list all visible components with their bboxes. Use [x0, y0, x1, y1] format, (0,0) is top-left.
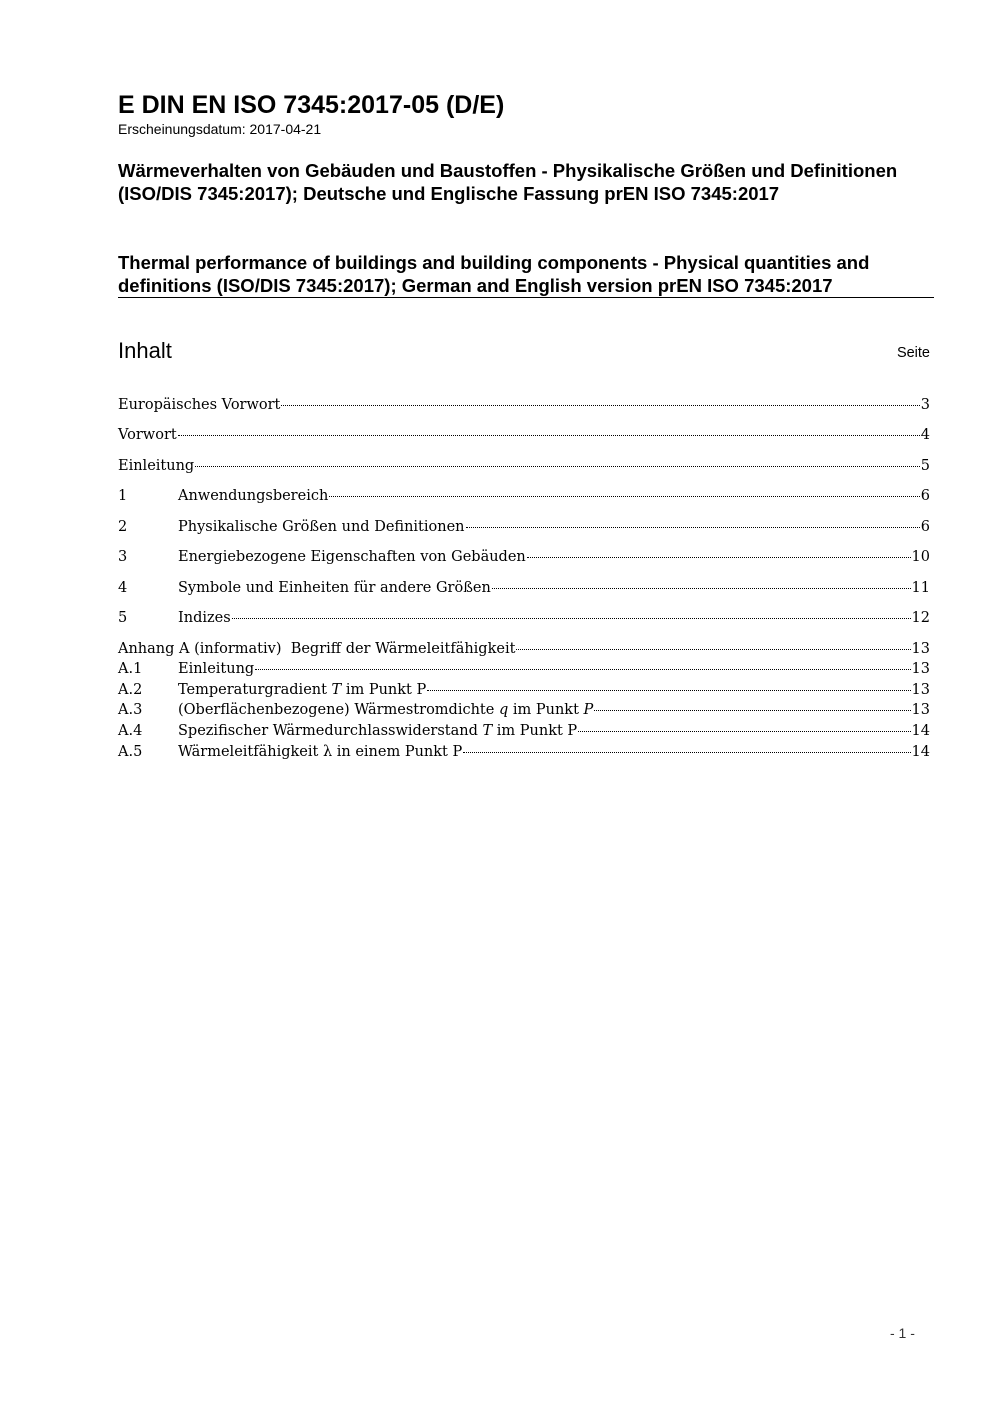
toc-dot-leader: [463, 752, 910, 753]
toc-entry-label: Vorwort: [118, 427, 177, 443]
toc-entry-number: 4: [118, 580, 128, 596]
toc-entry-label-text: im Punkt: [508, 702, 584, 718]
toc-entry-label: [178, 680, 426, 700]
toc-entry-einleitung[interactable]: [118, 456, 930, 476]
toc-entry-symbol: P: [583, 702, 594, 718]
toc-entry-label: Symbole und Einheiten für andere Größen: [178, 580, 491, 596]
toc-entry-page: 11: [911, 580, 930, 596]
toc-entry-label-text: im Punkt P: [341, 682, 427, 698]
toc-dot-leader: [281, 405, 919, 406]
toc-entry-a4[interactable]: [118, 721, 930, 741]
toc-entry-annex-a[interactable]: [118, 639, 930, 659]
toc-entry-label: Wärmeleitfähigkeit λ in einem Punkt P: [178, 744, 463, 760]
toc-entry-label: Energiebezogene Eigenschaften von Gebäuden: [178, 549, 526, 565]
toc-entry-page: 14: [911, 744, 930, 760]
page-number: - 1 -: [890, 1325, 915, 1341]
toc-entry-page: 13: [911, 702, 930, 718]
toc-entry-a5[interactable]: [118, 742, 930, 762]
toc-entry-page: 13: [911, 682, 930, 698]
toc-entry-a1[interactable]: [118, 659, 930, 679]
toc-entry-symbol: q: [498, 702, 509, 718]
toc-entry-page: 10: [911, 549, 930, 565]
toc-entry-page: 6: [920, 488, 930, 504]
toc-dot-leader: [427, 690, 910, 691]
title-german: Wärmeverhalten von Gebäuden und Baustoffen - Physikalische Größen und Definitionen (ISO/DIS 7345:2017); Deutsche und Englische Fassung prEN ISO 7345:2017: [118, 160, 898, 204]
toc-dot-leader: [578, 731, 910, 732]
toc-entry-label: [178, 721, 577, 741]
toc-entry-clause-1[interactable]: [118, 486, 930, 506]
toc-entry-page: 5: [920, 458, 930, 474]
toc-dot-leader: [178, 435, 920, 436]
toc-dot-leader: [492, 588, 911, 589]
toc-entry-page: 6: [920, 519, 930, 535]
toc-dot-leader: [594, 710, 910, 711]
toc-entry-label-text: (Oberflächenbezogene) Wärmestromdichte: [178, 702, 499, 718]
toc-entry-a3[interactable]: [118, 700, 930, 720]
title-english: Thermal performance of buildings and building components - Physical quantities and definitions (ISO/DIS 7345:2017); German and English version prEN ISO 7345:2017: [118, 252, 870, 296]
toc-entry-page: 13: [911, 641, 930, 657]
toc-entry-vorwort[interactable]: [118, 425, 930, 445]
toc-dot-leader: [527, 557, 911, 558]
toc-entry-number: 2: [118, 519, 128, 535]
toc-entry-page: 14: [911, 723, 930, 739]
toc-entry-clause-3[interactable]: [118, 547, 930, 567]
toc-entry-europaeisches-vorwort[interactable]: [118, 395, 930, 415]
toc-entry-label: [178, 700, 593, 720]
toc-entry-page: 3: [920, 397, 930, 413]
toc-entry-symbol: T: [331, 682, 342, 698]
toc-entry-label: Anhang A (informativ) Begriff der Wärmeleitfähigkeit: [118, 641, 516, 657]
toc-entry-number: A.4: [118, 723, 143, 739]
toc-entry-number: 5: [118, 610, 128, 626]
toc-entry-clause-2[interactable]: [118, 517, 930, 537]
toc-entry-label: Physikalische Größen und Definitionen: [178, 519, 465, 535]
toc-entry-a2[interactable]: [118, 680, 930, 700]
toc-entry-label: Einleitung: [118, 458, 195, 474]
toc-entry-label: Anwendungsbereich: [178, 488, 329, 504]
title-divider: [118, 297, 934, 298]
toc-entry-clause-5[interactable]: [118, 608, 930, 628]
toc-entry-number: A.5: [118, 744, 143, 760]
toc-dot-leader: [255, 669, 910, 670]
toc-entry-symbol: T: [482, 723, 493, 739]
toc-page-column-label: Seite: [896, 345, 930, 361]
toc-entry-page: 12: [911, 610, 930, 626]
toc-entry-page: 4: [920, 427, 930, 443]
toc-entry-number: A.2: [118, 682, 143, 698]
toc-entry-clause-4[interactable]: [118, 578, 930, 598]
document-number: E DIN EN ISO 7345:2017-05 (D/E): [118, 91, 505, 119]
toc-entry-label: Indizes: [178, 610, 231, 626]
toc-entry-label-text: Spezifischer Wärmedurchlasswiderstand: [178, 723, 483, 739]
toc-entry-number: 3: [118, 549, 128, 565]
toc-entry-label-text: im Punkt P: [492, 723, 578, 739]
toc-entry-number: A.1: [118, 661, 143, 677]
toc-dot-leader: [516, 649, 910, 650]
toc-dot-leader: [466, 527, 920, 528]
toc-dot-leader: [232, 618, 911, 619]
toc-entry-number: 1: [118, 488, 128, 504]
toc-entry-label: Europäisches Vorwort: [118, 397, 281, 413]
toc-dot-leader: [329, 496, 919, 497]
toc-entry-label: Einleitung: [178, 661, 255, 677]
toc-entry-label-text: Temperaturgradient: [178, 682, 332, 698]
toc-entry-number: A.3: [118, 702, 143, 718]
toc-entry-page: 13: [911, 661, 930, 677]
publication-date: Erscheinungsdatum: 2017-04-21: [118, 121, 322, 137]
toc-dot-leader: [195, 466, 920, 467]
toc-heading: Inhalt: [118, 338, 172, 363]
